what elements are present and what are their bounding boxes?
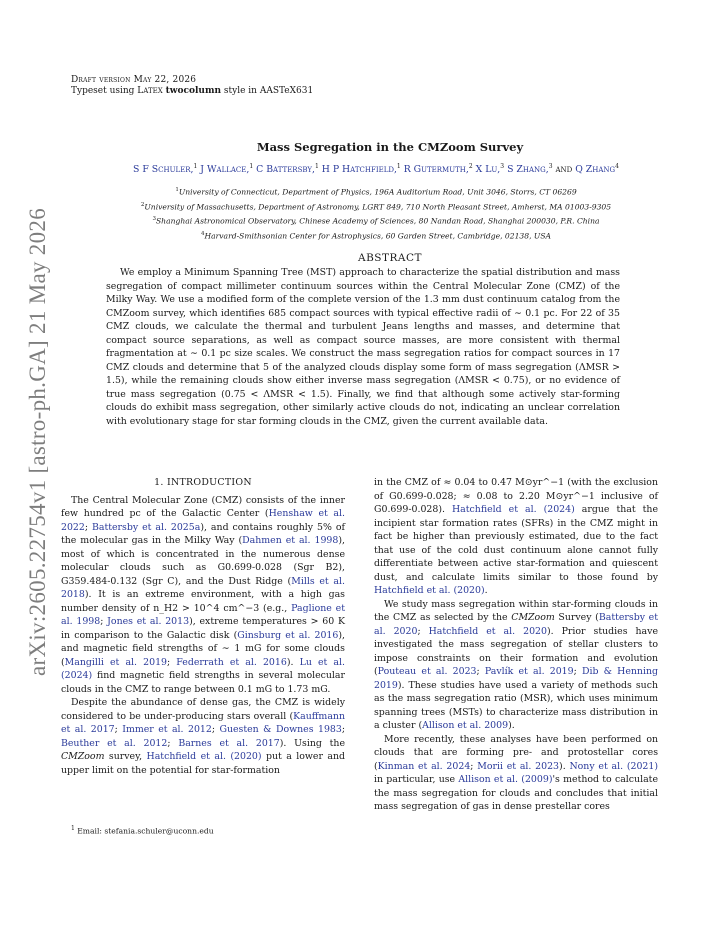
abstract-text: We employ a Minimum Spanning Tree (MST) approach to characterize the spatial distribution and mass segregation of compact millimeter continuum sources within the Central Molecular Zone (CMZ) of the Milky Way. We use a modified form of the complete version of the 1.3 mm dust continuum catalog from the CMZoom survey, which identifies 685 compact sources with typical effective radii of ∼ 0.1 pc. For 22 of 35 CMZ clouds, we calculate the thermal and turbulent Jeans lengths and masses, and determine that compact source separations, as well as compact source masses, are more consistent with thermal fragmentation at ∼ 0.1 pc size scales. We construct the mass segregation ratios for compact sources in 17 CMZ clouds and determine that 5 of the analyzed clouds display some form of mass segregation (ΛMSR > 1.5), while the remaining clouds show either inverse mass segregation (ΛMSR < 0.75), or no evidence of true mass segregation (0.75 < ΛMSR < 1.5). Finally, we find that although some actively star-forming clouds do exhibit mass segregation, other similarly active clouds do not, indicating an unclear correlation with evolutionary stage for star forming clouds in the CMZ, given the current available data. — [106, 267, 620, 427]
author-name[interactable]: J Wallace, — [200, 164, 250, 176]
author-affiliation-mark: 4 — [615, 163, 619, 170]
citation-link[interactable]: Allison et al. 2009 — [422, 720, 509, 731]
citation-link[interactable]: Beuther et al. 2012 — [61, 737, 168, 749]
paper-title: Mass Segregation in the CMZoom Survey — [256, 140, 524, 154]
latex-logo: ATEX — [143, 87, 163, 95]
intro-paragraph-4: We study mass segregation within star-forming clouds in the CMZ as selected by the CMZoom Survey (Battersby et al. 2020; Hatchfield et al. 2020). Prior studies have investigated the mass segregation of stellar clusters to impose constraints on their formation and evolution (Pouteau et al. 2023; Pavlík et al. 2019; Dib & Henning 2019). These studies have used a variety of methods such as the mass segregation ratio (MSR), which uses minimum spanning trees (MSTs) to characterize mass distribution in a cluster (Allison et al. 2009). — [374, 598, 658, 731]
arxiv-stamp: arXiv:2605.22754v1 [astro-ph.GA] 21 May 2026 — [25, 207, 50, 677]
author-affiliation-mark: 1 — [314, 163, 319, 170]
citation-link[interactable]: Dib & Henning 2019 — [374, 666, 658, 691]
right-column — [374, 476, 658, 814]
citation-link[interactable]: Dahmen et al. 1998 — [242, 535, 339, 546]
section-heading: 1. INTRODUCTION — [154, 477, 252, 488]
author-affiliation-mark: 1 — [249, 163, 254, 170]
draft-header — [71, 75, 313, 97]
citation-link[interactable]: Battersby et al. 2025a — [91, 521, 201, 533]
author-name[interactable]: S Zhang, — [507, 164, 549, 176]
citation-link[interactable]: Ginsburg et al. 2016 — [237, 629, 339, 641]
citation-link[interactable]: Mangilli et al. 2019 — [64, 656, 167, 668]
citation-link[interactable]: Kauffmann et al. 2017 — [61, 710, 345, 735]
author-name[interactable]: S F Schuler, — [133, 164, 194, 176]
draft-version: Draft version May 22, 2026 — [71, 75, 197, 85]
intro-paragraph-5: More recently, these analyses have been performed on clouds that are forming pre- and protostellar cores (Kinman et al. 2024; Morii et al. 2023). Nony et al. (2021) in particular, use Allison et al. (2009)'s method to calculate the mass segregation for clouds and concludes that initial mass segregation of gas in dense prestellar cores — [374, 733, 659, 812]
citation-link[interactable]: Kinman et al. 2024 — [377, 760, 471, 772]
citation-link[interactable]: Barnes et al. 2017 — [178, 737, 280, 749]
citation-link[interactable]: Henshaw et al. 2022 — [61, 508, 345, 533]
author-name[interactable]: C Battersby, — [256, 164, 315, 176]
citation-link[interactable]: Lu et al. (2024) — [61, 656, 345, 681]
italic-term: CMZoom — [511, 612, 555, 623]
typeset-note: Typeset using LATEX twocolumn style in AASTeX631 — [71, 86, 314, 96]
authors-and: and — [552, 164, 576, 176]
affiliation-list — [66, 184, 686, 242]
citation-link[interactable]: Hatchfield et al. (2020) — [374, 585, 485, 596]
abstract-heading: ABSTRACT — [357, 252, 423, 264]
citation-link[interactable]: Guesten & Downes 1983 — [219, 724, 342, 735]
author-affiliation-mark: 1 — [193, 163, 198, 170]
author-affiliation-mark: 3 — [548, 163, 553, 170]
author-list — [56, 163, 696, 175]
author-affiliation-mark: 1 — [396, 163, 401, 170]
affiliation: $^2$University of Massachusetts, Department of Astronomy, LGRT 849, 710 North Pleasant Street, Amherst, MA 01003-9305 — [140, 201, 612, 212]
citation-link[interactable]: Allison et al. (2009) — [458, 774, 553, 785]
italic-term: CMZoom — [61, 751, 105, 762]
affiliation: $^4$Harvard-Smithsonian Center for Astrophysics, 60 Garden Street, Cambridge, 02138, USA — [200, 230, 552, 241]
citation-link[interactable]: Pouteau et al. 2023 — [377, 666, 477, 677]
citation-link[interactable]: Morii et al. 2023 — [477, 760, 560, 772]
intro-paragraph-2: Despite the abundance of dense gas, the CMZ is widely considered to be under-producing stars overall (Kauffmann et al. 2017; Immer et al. 2012; Guesten & Downes 1983; Beuther et al. 2012; Barnes et al. 2017). Using the CMZoom survey, Hatchfield et al. (2020) put a lower and upper limit on the potential for star-formation — [61, 697, 346, 776]
citation-link[interactable]: Nony et al. (2021) — [569, 760, 659, 772]
citation-link[interactable]: Hatchfield et al. (2024) — [452, 504, 575, 515]
citation-link[interactable]: Jones et al. 2013 — [107, 616, 190, 627]
author-name[interactable]: H P Hatchfield, — [321, 164, 397, 176]
citation-link[interactable]: Federrath et al. 2016 — [176, 656, 287, 668]
author-affiliation-mark: 3 — [500, 163, 505, 170]
citation-link[interactable]: Hatchfield et al. 2020 — [428, 625, 547, 637]
footnote: $^1$ Email: stefania.schuler@uconn.edu — [71, 825, 214, 836]
intro-paragraph-3: in the CMZ of ≈ 0.04 to 0.47 M⊙yr^−1 (with the exclusion of G0.699-0.028; ≈ 0.08 to 2.20 M⊙yr^−1 inclusive of G0.699-0.028). Hatchfield et al. (2024) argue that the incipient star formation rates (SFRs) in the CMZ might in fact be higher than previously estimated, due to the fact that use of the cold dust continuum alone cannot fully differentiate between active star-formation and quiescent dust, and calculate limits similar to those found by Hatchfield et al. (2020). — [374, 477, 658, 596]
abstract — [106, 266, 620, 428]
citation-link[interactable]: Immer et al. 2012 — [122, 724, 212, 735]
affiliation: $^3$Shanghai Astronomical Observatory, Chinese Academy of Sciences, 80 Nandan Road, Shanghai 200030, P.R. China — [152, 216, 600, 226]
citation-link[interactable]: Battersby et al. 2020 — [374, 612, 658, 637]
left-column — [61, 476, 345, 777]
affiliation: $^1$University of Connecticut, Department of Physics, 196A Auditorium Road, Unit 3046, Storrs, CT 06269 — [175, 187, 577, 197]
author-name[interactable]: R Gutermuth, — [403, 164, 469, 176]
intro-paragraph-1: The Central Molecular Zone (CMZ) consists of the inner few hundred pc of the Galactic Center (Henshaw et al. 2022; Battersby et al. 2025a), and contains roughly 5% of the molecular gas in the Milky Way (Dahmen et al. 1998), most of which is concentrated in the numerous dense molecular clouds such as G0.699-0.028 (Sgr B2), G359.484-0.132 (Sgr C), and the Dust Ridge (Mills et al. 2018). It is an extreme environment, with a high gas number density of n_H2 > 10^4 cm^−3 (e.g., Paglione et al. 1998; Jones et al. 2013), extreme temperatures > 60 K in comparison to the Galactic disk (Ginsburg et al. 2016), and magnetic field strengths of ∼ 1 mG for some clouds (Mangilli et al. 2019; Federrath et al. 2016). Lu et al. (2024) find magnetic field strengths in several molecular clouds in the CMZ to range between 0.1 mG to 1.73 mG. — [61, 494, 346, 695]
author-name[interactable]: Q Zhang — [575, 164, 616, 176]
citation-link[interactable]: Hatchfield et al. (2020) — [146, 751, 262, 762]
citation-link[interactable]: Pavlík et al. 2019 — [484, 666, 574, 677]
citation-link[interactable]: Mills et al. 2018 — [61, 575, 345, 600]
citation-link[interactable]: Paglione et al. 1998 — [61, 602, 345, 627]
author-name[interactable]: X Lu, — [475, 164, 501, 176]
author-affiliation-mark: 2 — [468, 163, 473, 170]
